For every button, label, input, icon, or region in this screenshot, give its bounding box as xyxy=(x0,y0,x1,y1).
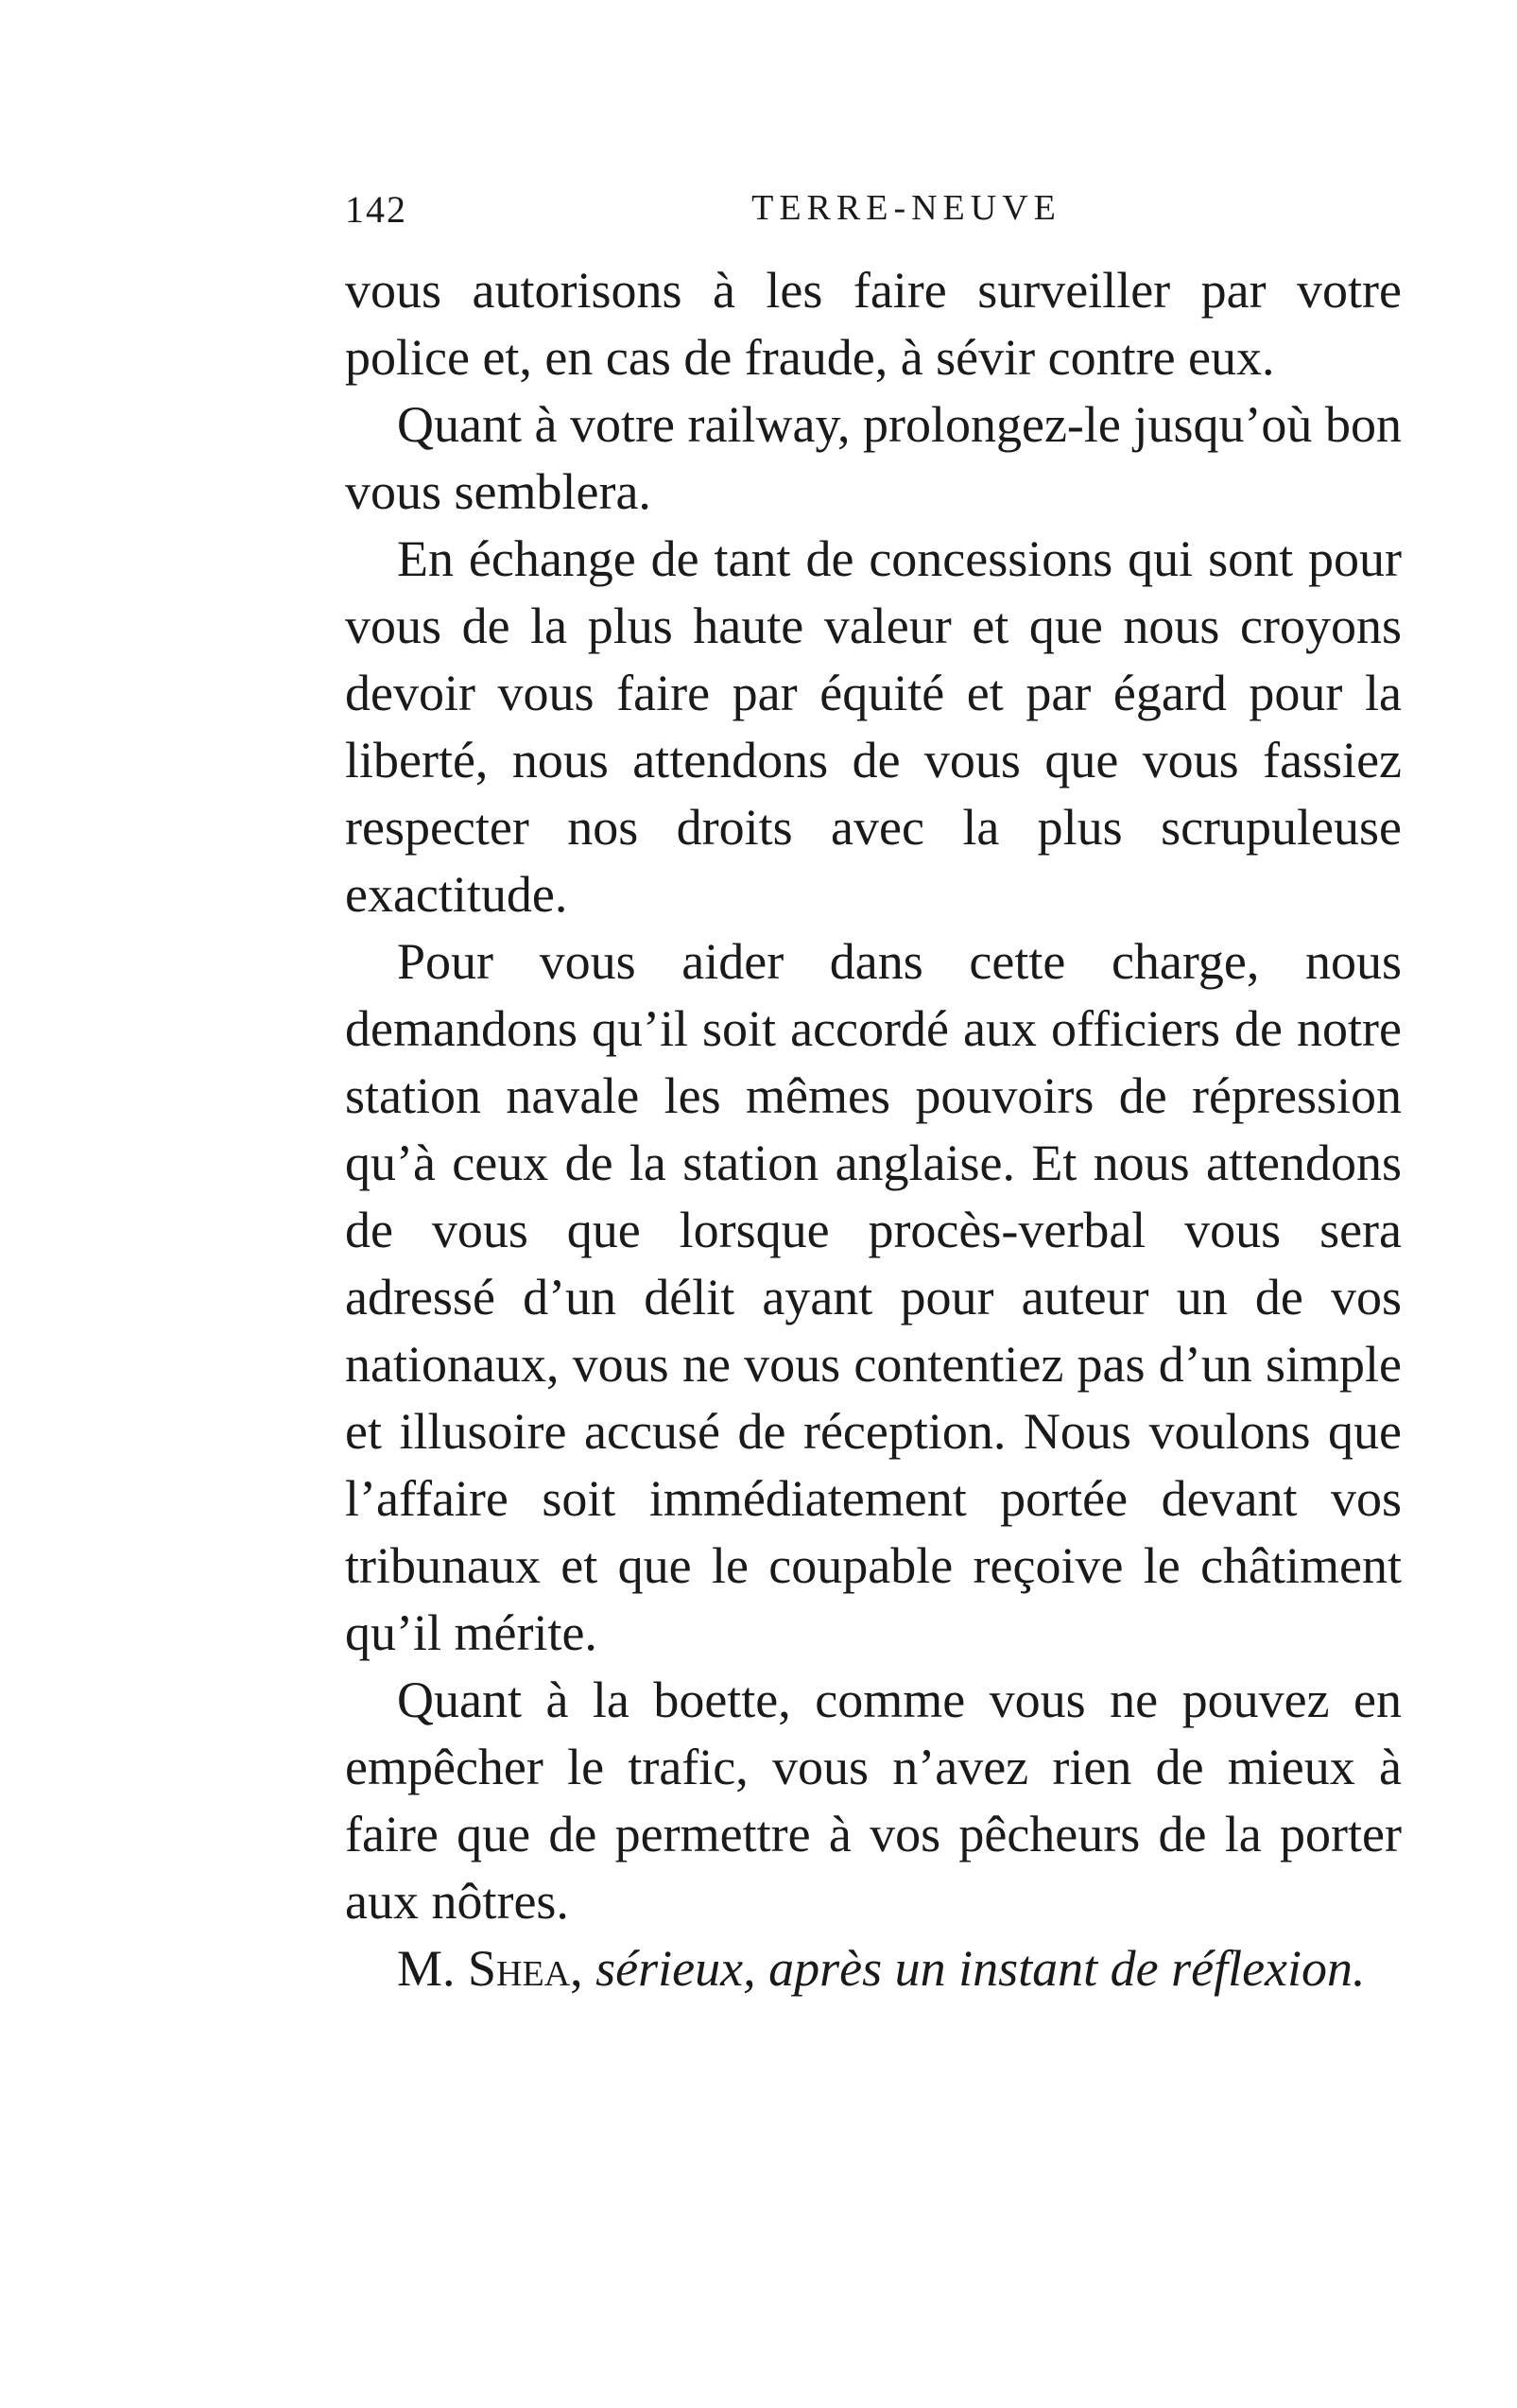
page-number: 142 xyxy=(345,188,407,231)
stage-direction: sérieux, après un instant de réflexion. xyxy=(595,1940,1366,1997)
body-text xyxy=(345,257,1402,2002)
paragraph: Quant à la boette, comme vous ne pouvez en empêcher le trafic, vous n’avez rien de mieux à faire que de permettre à vos pêcheurs de la porter aux nôtres. xyxy=(345,1672,1402,1930)
speaker-prefix: M. xyxy=(397,1940,469,1997)
speaker-separator: , xyxy=(570,1940,596,1997)
paragraph: Pour vous aider dans cette charge, nous demandons qu’il soit accordé aux officiers de notre station navale les mêmes pouvoirs de répression qu’à ceux de la station anglaise. Et nous attendons de vous que lorsque procès-verbal vous sera adressé d’un délit ayant pour auteur un de vos nationaux, vous ne vous contentiez pas d’un simple et illusoire accusé de réception. Nous voulons que l’affaire soit immédiatement portée devant vos tribunaux et que le coupable reçoive le châtiment qu’il mérite. xyxy=(345,933,1402,1661)
running-title: TERRE-NEUVE xyxy=(751,188,1061,228)
paragraph: Quant à votre railway, prolongez-le jusqu’où bon vous semblera. xyxy=(345,396,1402,520)
paragraph: En échange de tant de concessions qui sont pour vous de la plus haute valeur et que nous croyons devoir vous faire par équité et par égard pour la liberté, nous attendons de vous que vous fassiez respecter nos droits avec la plus scrupuleuse exactitude. xyxy=(345,530,1402,923)
speaker-name: Shea xyxy=(468,1940,571,1997)
speaker-line xyxy=(345,1935,1402,2002)
running-head xyxy=(345,187,1402,244)
paragraph-continued: vous autorisons à les faire surveiller par votre police et, en cas de fraude, à sévir contre eux. xyxy=(345,262,1402,386)
